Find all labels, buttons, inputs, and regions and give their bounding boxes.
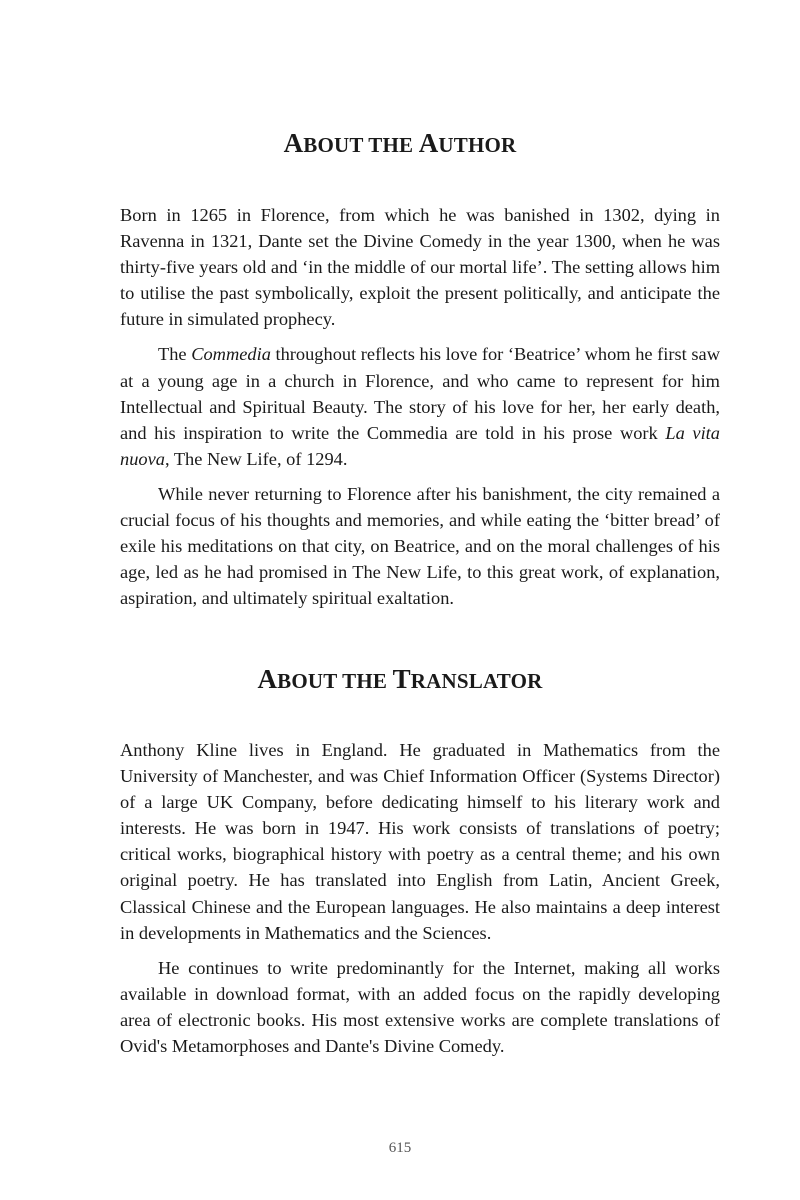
translator-section-body	[120, 737, 720, 1068]
title-initial: A	[418, 128, 439, 158]
italic-title: Commedia	[191, 344, 271, 365]
title-smallcaps: RANSLATOR	[410, 669, 543, 693]
title-initial: T	[392, 664, 411, 694]
author-section-title	[0, 130, 800, 157]
title-initial: A	[283, 128, 304, 158]
author-paragraph-1: Born in 1265 in Florence, from which he was banished in 1302, dying in Ravenna in 1321, Dante set the Divine Comedy in the year 1300, when he was thirty-five years old and ‘in the middle of our mortal life’. The setting allows him to utilise the past symbolically, exploit the present politically, and anticipate the future in simulated prophecy.	[120, 205, 720, 330]
translator-section-title	[0, 666, 800, 693]
title-smallcaps: UTHOR	[438, 133, 517, 157]
italic-title: La vita nuova	[120, 422, 720, 469]
translator-paragraph-1: Anthony Kline lives in England. He graduated in Mathematics from the University of Manchester, and was Chief Information Officer (Systems Director) of a large UK Company, before dedicating himself to his literary work and interests. He was born in 1947. His work consists of translations of poetry; critical works, biographical history with poetry as a central theme; and his own original poetry. He has translated into English from Latin, Ancient Greek, Classical Chinese and the European languages. He also maintains a deep interest in developments in Mathematics and the Sciences.	[120, 740, 720, 943]
title-initial: A	[257, 664, 278, 694]
translator-paragraph-2: He continues to write predominantly for the Internet, making all works available in download format, with an added focus on the rapidly developing area of electronic books. His most extensive works are complete translations of Ovid's Metamorphoses and Dante's Divine Comedy.	[120, 957, 720, 1057]
text-run: , The New Life, of 1294.	[164, 448, 348, 469]
text-run: The	[158, 344, 192, 365]
text-run: throughout reflects his love for ‘Beatrice’ whom he first saw at a young age in a church in Florence, and who came to represent for him Intellectual and Spiritual Beauty. The story of his love for her, her early death, and his inspiration to write the Commedia are told in his prose work	[120, 344, 720, 443]
title-smallcaps: BOUT THE	[277, 669, 393, 693]
page-number: 615	[388, 1140, 412, 1156]
title-smallcaps: BOUT THE	[303, 133, 419, 157]
author-paragraph-2	[120, 341, 720, 471]
author-section-body	[120, 202, 720, 620]
author-paragraph-3: While never returning to Florence after his banishment, the city remained a crucial focus of his thoughts and memories, and while eating the ‘bitter bread’ of exile his meditations on that city, on Beatrice, and on the moral challenges of his age, led as he had promised in The New Life, to this great work, of explanation, aspiration, and ultimately spiritual exaltation.	[120, 483, 720, 609]
